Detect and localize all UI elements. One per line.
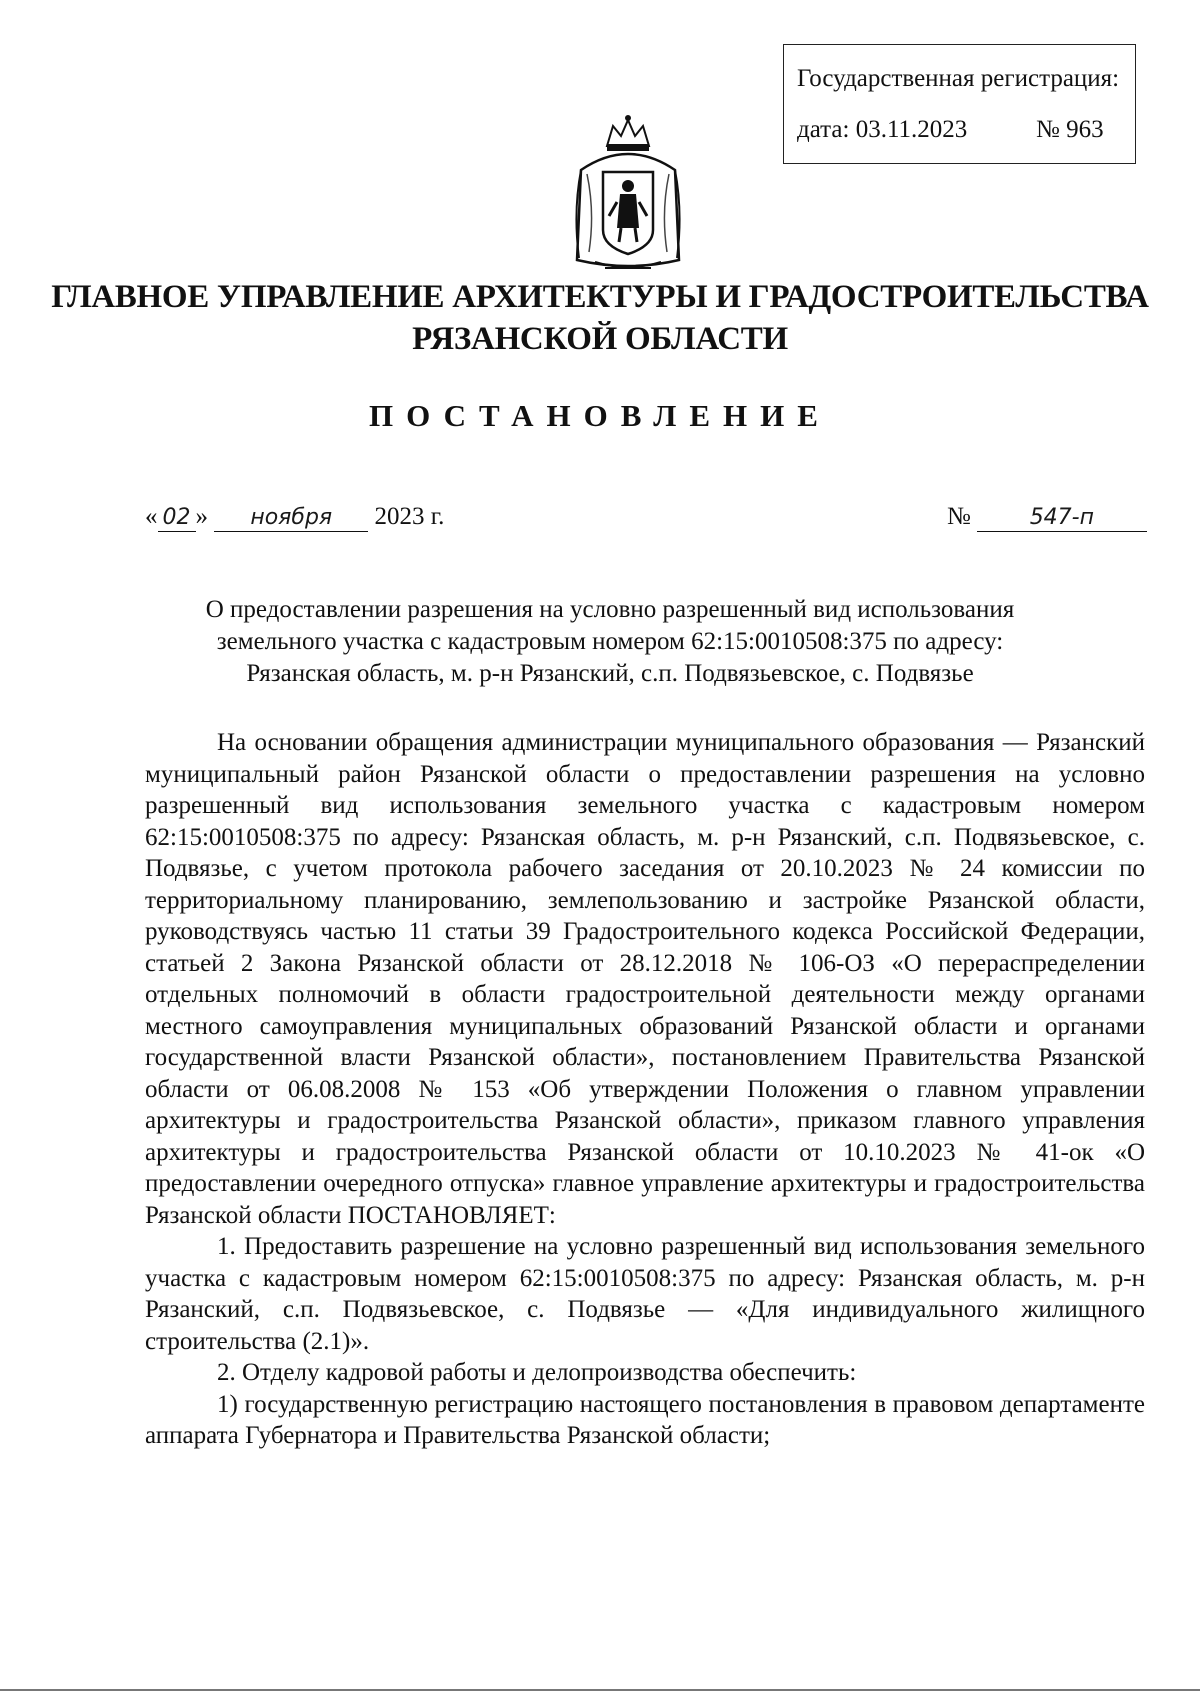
- number-value: 547-п: [977, 505, 1147, 532]
- paragraph-item-2-1: 1) государственную регистрацию настоящего постановления в правовом департаменте аппарата Губернатора и Правительства Рязанской области;: [145, 1390, 1145, 1449]
- paragraph-item-2: 2. Отделу кадровой работы и делопроизводства обеспечить:: [217, 1359, 857, 1386]
- document-body: [145, 727, 1145, 1452]
- registration-date: дата: 03.11.2023: [797, 116, 968, 143]
- registration-number: № 963: [1036, 116, 1104, 143]
- date-quote-close: »: [195, 503, 208, 530]
- organization-name-line-2: РЯЗАНСКОЙ ОБЛАСТИ: [412, 321, 788, 357]
- subject-line-1: О предоставлении разрешения на условно разрешенный вид использования: [205, 596, 1015, 623]
- registration-stamp-title: Государственная регистрация:: [797, 65, 1120, 92]
- date-day: 02: [158, 505, 196, 532]
- document-subject: [140, 594, 1080, 690]
- number-sign: №: [947, 503, 971, 530]
- date-quote-open: «: [145, 503, 158, 530]
- registration-stamp: [783, 44, 1136, 164]
- page-bottom-edge: [0, 1689, 1200, 1691]
- paragraph-item-1: 1. Предоставить разрешение на условно разрешенный вид использования земельного участка с кадастровым номером 62:15:0010508:375 по адресу: Рязанская область, м. р-н Рязанский, с.п. Подвязьевское, с. Подвязье — «Для индивидуального жилищного строительства (2.1)».: [145, 1233, 1145, 1355]
- organization-name-line-1: ГЛАВНОЕ УПРАВЛЕНИЕ АРХИТЕКТУРЫ И ГРАДОСТРОИТЕЛЬСТВА: [51, 279, 1149, 315]
- document-number: [947, 503, 1147, 532]
- ryazan-coat-of-arms-icon: [565, 112, 691, 276]
- document-date: [145, 503, 444, 532]
- paragraph-preamble: На основании обращения администрации муниципального образования — Рязанский муниципальный район Рязанской области о предоставлении разрешения на условно разрешенный вид использования земельного участка с кадастровым номером 62:15:0010508:375 по адресу: Рязанская область, м. р-н Рязанский, с.п. Подвязьевское, с. Подвязье, с учетом протокола рабочего заседания от 20.10.2023 № 24 комиссии по территориальному планированию, землепользованию и застройке Рязанской области, руководствуясь частью 11 статьи 39 Градостроительного кодекса Российской Федерации, статьей 2 Закона Рязанской области от 28.12.2018 № 106-ОЗ «О перераспределении отдельных полномочий в области градостроительной деятельности между органами местного самоуправления муниципальных образований Рязанской области и органами государственной власти Рязанской области», постановлением Правительства Рязанской области от 06.08.2008 № 153 «Об утверждении Положения о главном управлении архитектуры и градостроительства Рязанской области», приказом главного управления архитектуры и градостроительства Рязанской области от 10.10.2023 № 41-ок «О предоставлении очередного отпуска» главное управление архитектуры и градостроительства Рязанской области ПОСТАНОВЛЯЕТ:: [145, 729, 1145, 1229]
- document-type: ПОСТАНОВЛЕНИЕ: [369, 398, 831, 433]
- subject-line-3: Рязанская область, м. р-н Рязанский, с.п. Подвязьевское, с. Подвязье: [246, 660, 974, 687]
- subject-line-2: земельного участка с кадастровым номером 62:15:0010508:375 по адресу:: [216, 628, 1004, 655]
- organization-name: [0, 276, 1200, 360]
- date-year: 2023 г.: [374, 503, 445, 530]
- date-month: ноября: [214, 505, 368, 532]
